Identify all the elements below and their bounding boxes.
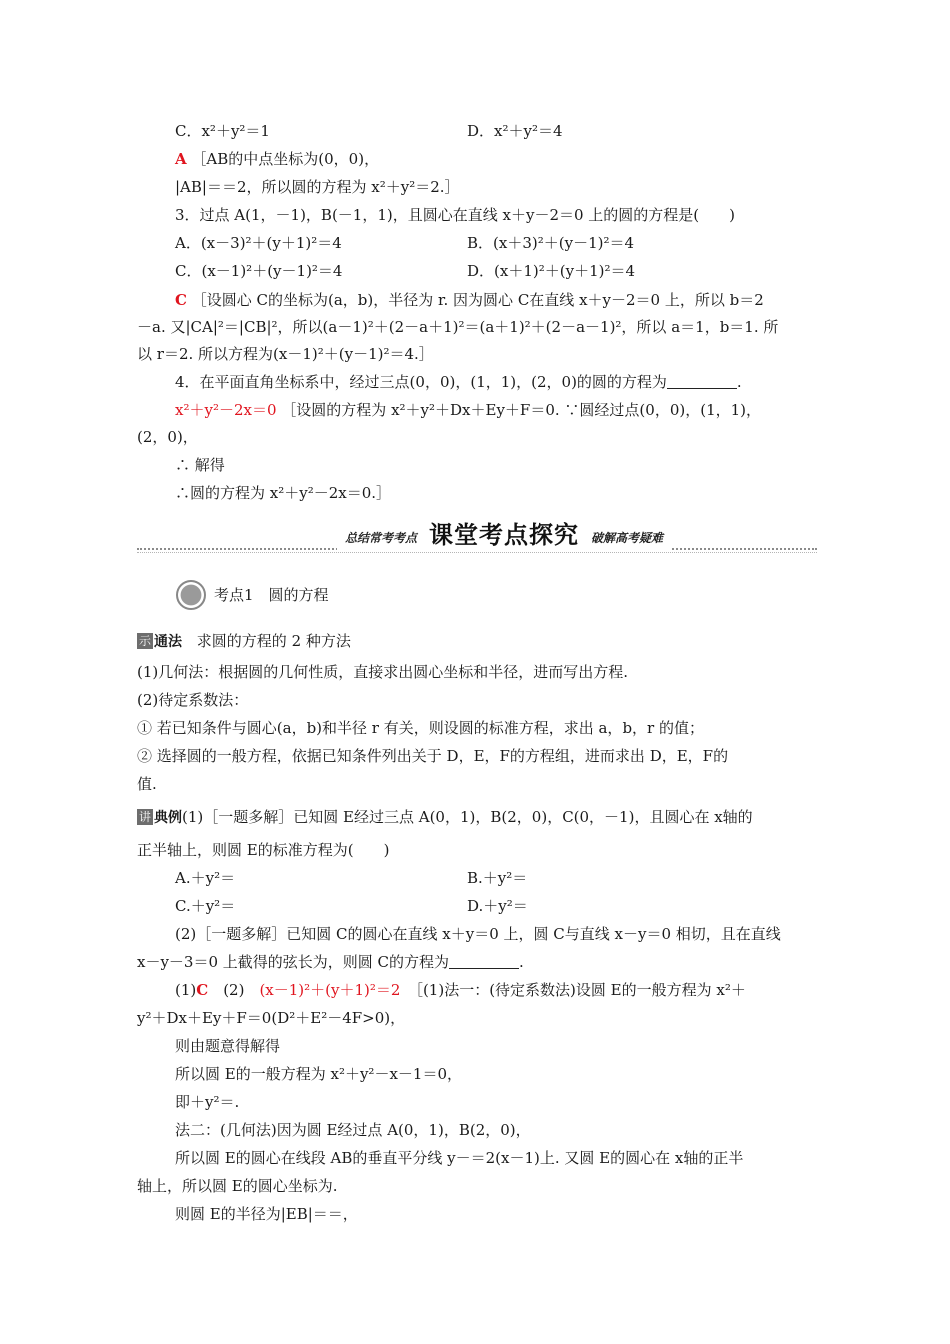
answer-letter: C xyxy=(196,981,209,999)
solution-line: ∴ 解得 xyxy=(175,456,225,474)
option-c: C．x²＋y²＝1 xyxy=(175,122,270,140)
banner-text xyxy=(337,520,671,550)
kaodian-title: 考点1 圆的方程 xyxy=(214,586,329,604)
answer-line xyxy=(175,977,855,1004)
answer-part2: (2) xyxy=(208,981,260,999)
option-a: A．(x－3)²＋(y＋1)²＝4 xyxy=(175,234,342,252)
solution-line: 则由题意得解得 xyxy=(175,1037,281,1055)
question-end: . xyxy=(736,373,742,391)
answer-text: ［(1)法一：(待定系数法)设圆 E的一般方程为 x²＋ xyxy=(400,981,746,999)
solution-line: 所以圆 E的一般方程为 x²＋y²－x－1＝0， xyxy=(175,1065,462,1083)
solution-line: 即＋y²＝. xyxy=(175,1093,240,1111)
method-line: 值. xyxy=(137,775,157,793)
example-text: (1)［一题多解］已知圆 E经过三点 A(0，1)，B(2，0)，C(0，－1)，且圆心在 x轴的 xyxy=(182,808,753,826)
option-row xyxy=(175,258,855,285)
solution-line: 轴上，所以圆 E的圆心坐标为. xyxy=(137,1177,338,1195)
banner-left-label: 总结常考考点 xyxy=(345,531,418,545)
solution-line: 以 r＝2. 所以方程为(x－1)²＋(y－1)²＝4.］ xyxy=(137,345,434,363)
solution-line: (2，0)， xyxy=(137,428,198,446)
answer-line xyxy=(175,287,855,314)
option-b: B.＋y²＝ xyxy=(467,869,528,887)
example-line: (2)［一题多解］已知圆 C的圆心在直线 x＋y＝0 上，圆 C与直线 x－y＝0 相切，且在直线 xyxy=(175,925,781,943)
method-line: (1)几何法：根据圆的几何性质，直接求出圆心坐标和半径，进而写出方程. xyxy=(137,663,629,681)
option-row xyxy=(175,865,855,892)
answer-text: ［设圆心 C的坐标为(a，b)，半径为 r. 因为圆心 C在直线 x＋y－2＝0 上，所以 b＝2 xyxy=(191,291,764,309)
solution-line: |AB|＝＝2，所以圆的方程为 x²＋y²＝2.］ xyxy=(175,178,460,196)
answer-line xyxy=(175,397,855,424)
option-row xyxy=(175,230,855,257)
question-4 xyxy=(175,369,855,396)
example-line xyxy=(137,949,817,976)
banner-divider xyxy=(137,552,817,553)
answer-text: ［AB的中点坐标为(0，0)， xyxy=(191,150,380,168)
method-label: 通法 xyxy=(154,634,183,650)
method-line: ① 若已知条件与圆心(a，b)和半径 r 有关，则设圆的标准方程，求出 a，b，r 的值； xyxy=(137,719,704,737)
example-line: 正半轴上，则圆 E的标准方程为( ) xyxy=(137,841,390,859)
answer-part1: (1) xyxy=(175,981,197,999)
example-text: x－y－3＝0 上截得的弦长为，则圆 C的方程为 xyxy=(137,953,450,971)
method-line: ② 选择圆的一般方程，依据已知条件列出关于 D，E，F的方程组，进而求出 D，E，F的 xyxy=(137,747,729,765)
method-line: (2)待定系数法： xyxy=(137,691,249,709)
answer-equation: x²＋y²－2x＝0 xyxy=(175,401,277,419)
banner-title: 课堂考点探究 xyxy=(429,521,580,549)
solution-line: 所以圆 E的圆心在线段 AB的垂直平分线 y－＝2(x－1)上. 又圆 E的圆心在 x轴的正半 xyxy=(175,1149,744,1167)
answer-letter: C xyxy=(175,291,187,309)
answer-blank xyxy=(667,374,737,389)
question-3: 3．过点 A(1，－1)，B(－1，1)，且圆心在直线 x＋y－2＝0 上的圆的方程是( ) xyxy=(175,206,736,224)
option-d: D.＋y²＝ xyxy=(467,897,528,915)
example-line xyxy=(137,804,817,832)
kaodian-badge-icon xyxy=(176,580,206,610)
shi-tag-icon: 示 xyxy=(139,634,152,648)
option-row xyxy=(175,118,855,145)
option-c: C.＋y²＝ xyxy=(175,897,236,915)
section-banner xyxy=(137,520,817,556)
solution-line: ∴圆的方程为 x²＋y²－2x＝0.］ xyxy=(175,484,392,502)
answer-text: ［设圆的方程为 x²＋y²＋Dx＋Ey＋F＝0. ∵圆经过点(0，0)，(1，1)， xyxy=(281,401,762,419)
answer-blank xyxy=(449,954,519,969)
option-c: C．(x－1)²＋(y－1)²＝4 xyxy=(175,262,343,280)
banner-right-label: 破解高考疑难 xyxy=(591,531,664,545)
option-d: D．x²＋y²＝4 xyxy=(467,122,563,140)
jiang-tag-icon: 讲 xyxy=(139,810,152,824)
solution-line: －a. 又|CA|²＝|CB|²，所以(a－1)²＋(2－a＋1)²＝(a＋1)²＋(2－a－1)²，所以 a＝1，b＝1. 所 xyxy=(137,318,779,336)
method-heading xyxy=(137,628,817,656)
example-end: . xyxy=(519,953,524,971)
question-text: 4．在平面直角坐标系中，经过三点(0，0)，(1，1)，(2，0)的圆的方程为 xyxy=(175,373,667,391)
answer-equation: (x－1)²＋(y＋1)²＝2 xyxy=(259,981,401,999)
option-a: A.＋y²＝ xyxy=(175,869,236,887)
solution-line: 法二：(几何法)因为圆 E经过点 A(0，1)，B(2，0)， xyxy=(175,1121,531,1139)
option-b: B．(x＋3)²＋(y－1)²＝4 xyxy=(467,234,635,252)
answer-line xyxy=(175,146,855,173)
method-title: 求圆的方程的 2 种方法 xyxy=(196,632,351,650)
answer-letter: A xyxy=(175,150,187,168)
option-row xyxy=(175,893,855,920)
example-label: 典例 xyxy=(154,810,183,826)
solution-line: y²＋Dx＋Ey＋F＝0(D²＋E²－4F>0)， xyxy=(137,1009,406,1027)
option-d: D．(x＋1)²＋(y＋1)²＝4 xyxy=(467,262,636,280)
solution-line: 则圆 E的半径为|EB|＝＝， xyxy=(175,1205,358,1223)
